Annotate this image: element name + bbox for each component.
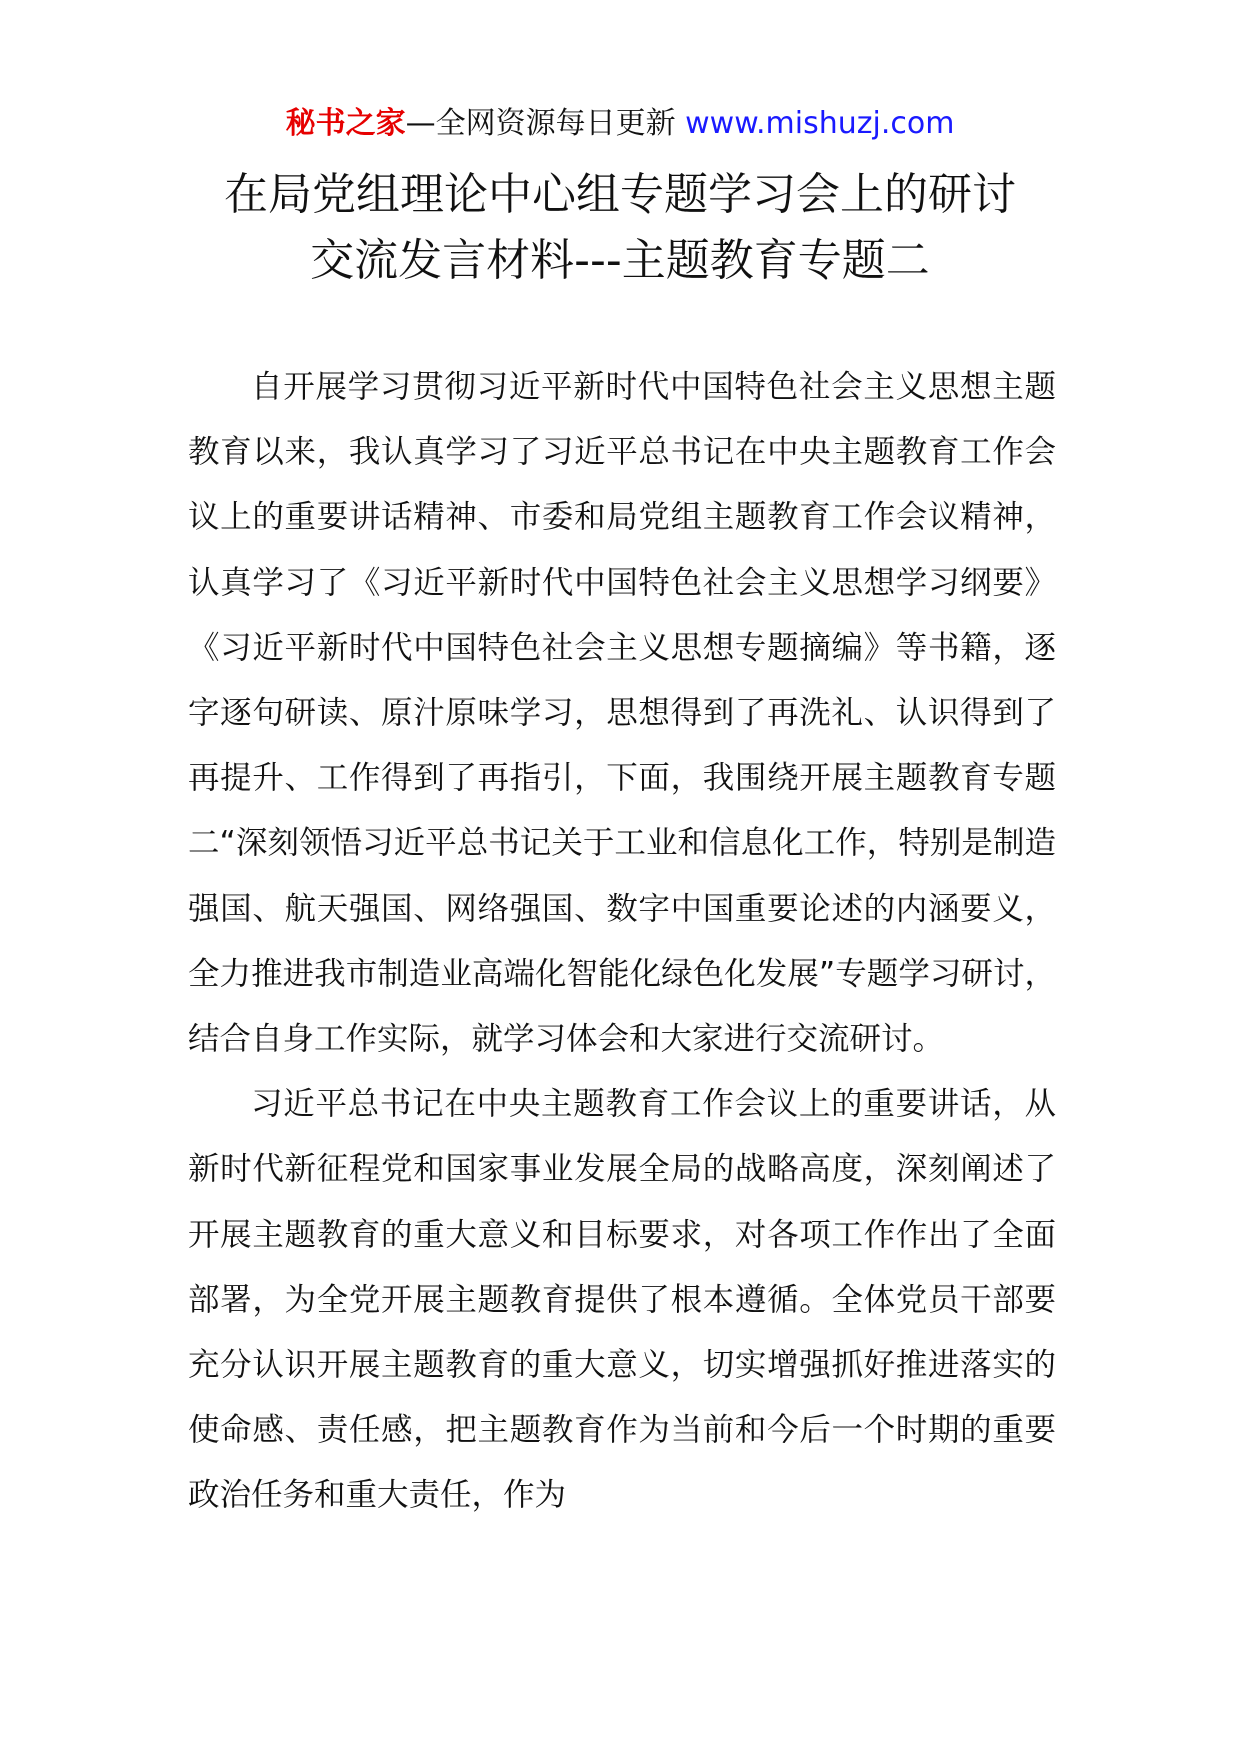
document-body (188, 355, 1056, 1529)
document-title-line-1: 在局党组理论中心组专题学习会上的研讨 (224, 169, 1016, 220)
header-banner (0, 100, 1240, 148)
header-tagline: —全网资源每日更新 (405, 106, 686, 141)
brand-name: 秘书之家 (285, 106, 406, 141)
body-paragraph-2: 习近平总书记在中央主题教育工作会议上的重要讲话，从新时代新征程党和国家事业发展全局的战略高度，深刻阐述了开展主题教育的重大意义和目标要求，对各项工作作出了全面部署，为全党开展主题教育提供了根本遵循。全体党员干部要充分认识开展主题教育的重大意义，切实增强抓好推进落实的使命感、责任感，把主题教育作为当前和今后一个时期的重要政治任务和重大责任，作为 (188, 1086, 1056, 1514)
body-paragraph-1: 自开展学习贯彻习近平新时代中国特色社会主义思想主题教育以来，我认真学习了习近平总书记在中央主题教育工作会议上的重要讲话精神、市委和局党组主题教育工作会议精神，认真学习了《习近平新时代中国特色社会主义思想学习纲要》《习近平新时代中国特色社会主义思想专题摘编》等书籍，逐字逐句研读、原汁原味学习，思想得到了再洗礼、认识得到了再提升、工作得到了再指引，下面，我围绕开展主题教育专题二“深刻领悟习近平总书记关于工业和信息化工作，特别是制造强国、航天强国、网络强国、数字中国重要论述的内涵要义，全力推进我市制造业高端化智能化绿色化发展”专题学习研讨，结合自身工作实际，就学习体会和大家进行交流研讨。 (188, 369, 1056, 1058)
site-url-link[interactable]: www.mishuzj.com (685, 106, 955, 141)
document-title (150, 162, 1090, 294)
document-title-line-2: 交流发言材料---主题教育专题二 (310, 235, 930, 286)
